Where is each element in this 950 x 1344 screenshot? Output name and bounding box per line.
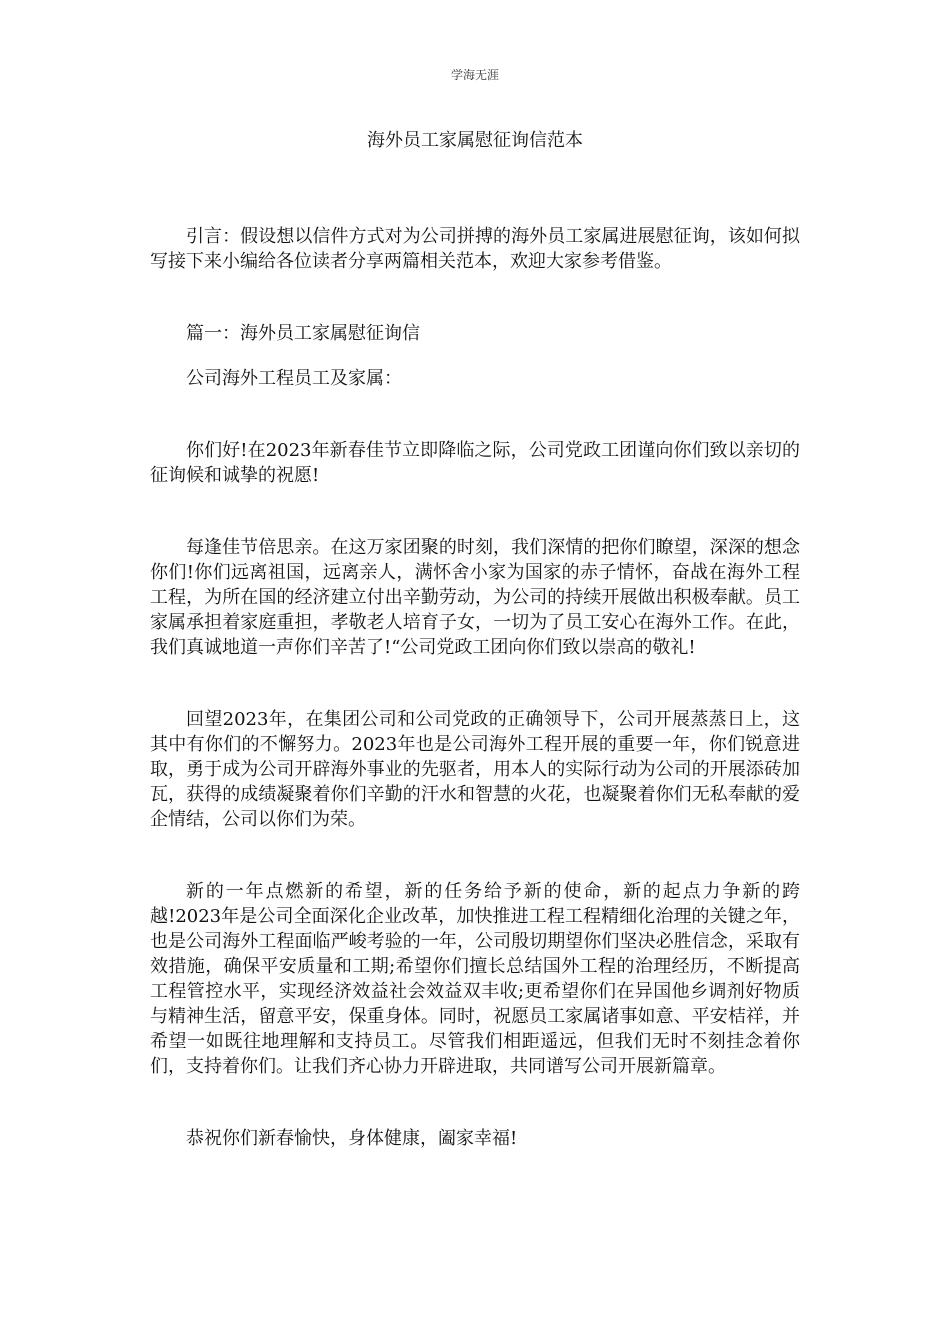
document-body — [150, 224, 800, 1151]
intro-paragraph: 引言：假设想以信件方式对为公司拼搏的海外员工家属进展慰征询，该如何拟写接下来小编给各位读者分享两篇相关范本，欢迎大家参考借鉴。 — [150, 226, 800, 272]
body-paragraph: 新的一年点燃新的希望，新的任务给予新的使命，新的起点力争新的跨越!2023年是公司全面深化企业改革，加快推进工程工程精细化治理的关键之年，也是公司海外工程面临严峻考验的一年，公司殷切期望你们坚决必胜信念，采取有效措施，确保平安质量和工期;希望你们擅长总结国外工程的治理经历，不断提高工程管控水平，实现经济效益社会效益双丰收;更希望你们在异国他乡调剂好物质与精神生活，留意平安，保重身体。同时，祝愿员工家属诸事如意、平安桔祥，并希望一如既往地理解和支持员工。尽管我们相距遥远，但我们无时不刻挂念着你们，支持着你们。让我们齐心协力开辟进取，共同谱写公司开展新篇章。 — [150, 881, 800, 1077]
document-title: 海外员工家属慰征询信范本 — [367, 130, 583, 151]
greeting-paragraph: 你们好!在2023年新春佳节立即降临之际，公司党政工团谨向你们致以亲切的征询候和诚挚的祝愿! — [150, 440, 800, 486]
section-heading: 篇一：海外员工家属慰征询信 — [186, 323, 420, 344]
salutation: 公司海外工程员工及家属： — [186, 368, 402, 389]
body-paragraph: 回望2023年，在集团公司和公司党政的正确领导下，公司开展蒸蒸日上，这其中有你们的不懈努力。2023年也是公司海外工程开展的重要一年，你们锐意进取，勇于成为公司开辟海外事业的先驱者，用本人的实际行动为公司的开展添砖加瓦，获得的成绩凝聚着你们辛勤的汗水和智慧的火花，也凝聚着你们无私奉献的爱企情结，公司以你们为荣。 — [150, 709, 800, 830]
page-header: 学海无涯 — [450, 68, 499, 82]
body-paragraph: 每逢佳节倍思亲。在这万家团聚的时刻，我们深情的把你们瞭望，深深的想念你们!你们远离祖国，远离亲人，满怀舍小家为国家的赤子情怀，奋战在海外工程工程，为所在国的经济建立付出辛勤劳动，为公司的持续开展做出积极奉献。员工家属承担着家庭重担，孝敬老人培育子女，一切为了员工安心在海外工作。在此，我们真诚地道一声你们辛苦了!“公司党政工团向你们致以崇高的敬礼! — [150, 537, 800, 658]
closing-paragraph: 恭祝你们新春愉快，身体健康，阖家幸福! — [186, 1128, 518, 1149]
